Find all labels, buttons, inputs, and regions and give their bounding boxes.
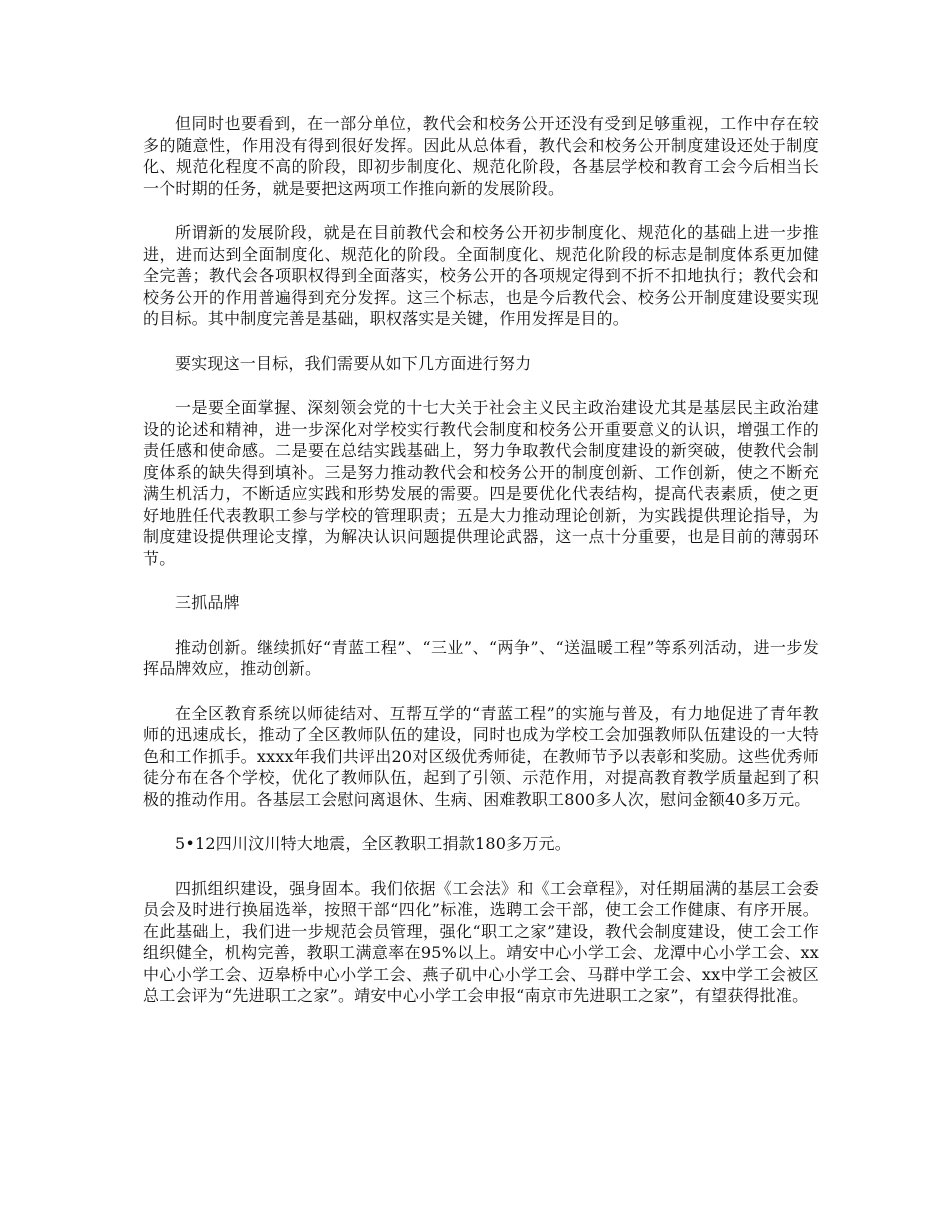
paragraph-2: 所谓新的发展阶段，就是在目前教代会和校务公开初步制度化、规范化的基础上进一步推进，进而达到全面制度化、规范化的阶段。全面制度化、规范化阶段的标志是制度体系更加健全完善；教代会各项职权得到全面落实，校务公开的各项规定得到不折不扣地执行；教代会和校务公开的作用普遍得到充分发挥。这三个标志，也是今后教代会、校务公开制度建设要实现的目标。其中制度完善是基础，职权落实是关键，作用发挥是目的。 (143, 223, 819, 328)
paragraph-1: 但同时也要看到，在一部分单位，教代会和校务公开还没有受到足够重视，工作中存在较多的随意性，作用没有得到很好发挥。因此从总体看，教代会和校务公开制度建设还处于制度化、规范化程度不高的阶段，即初步制度化、规范化阶段，各基层学校和教育工会今后相当长一个时期的任务，就是要把这两项工作推向新的发展阶段。 (143, 114, 819, 198)
document-body (143, 113, 819, 1030)
paragraph-6: 推动创新。继续抓好“青蓝工程”、“三业”、“两争”、“送温暖工程”等系列活动，进一步发挥品牌效应，推动创新。 (143, 637, 819, 678)
section-heading-brand: 三抓品牌 (175, 593, 240, 612)
paragraph-4: 一是要全面掌握、深刻领会党的十七大关于社会主义民主政治建设尤其是基层民主政治建设的论述和精神，进一步深化对学校实行教代会制度和校务公开重要意义的认识，增强工作的责任感和使命感。二是要在总结实践基础上，努力争取教代会制度建设的新突破，使教代会制度体系的缺失得到填补。三是努力推动教代会和校务公开的制度创新、工作创新，使之不断充满生机活力，不断适应实践和形势发展的需要。四是要优化代表结构，提高代表素质，使之更好地胜任代表教职工参与学校的管理职责；五是大力推动理论创新，为实践提供理论指导，为制度建设提供理论支撑，为解决认识问题提供理论武器，这一点十分重要，也是目前的薄弱环节。 (143, 398, 819, 568)
paragraph-9: 四抓组织建设，强身固本。我们依据《工会法》和《工会章程》，对任期届满的基层工会委员会及时进行换届选举，按照干部“四化”标准，选聘工会干部，使工会工作健康、有序开展。在此基础上，我们进一步规范会员管理，强化“职工之家”建设，教代会制度建设，使工会工作组织健全，机构完善，教职工满意率在95%以上。靖安中心小学工会、龙潭中心小学工会、xx中心小学工会、迈皋桥中心小学工会、燕子矶中心小学工会、马群中学工会、xx中学工会被区总工会评为“先进职工之家”。靖安中心小学工会申报“南京市先进职工之家”，有望获得批准。 (143, 878, 819, 1005)
paragraph-3: 要实现这一目标，我们需要从如下几方面进行努力 (175, 353, 532, 373)
paragraph-8: 5•12四川汶川特大地震，全区教职工捐款180多万元。 (175, 834, 571, 853)
paragraph-7: 在全区教育系统以师徒结对、互帮互学的“青蓝工程”的实施与普及，有力地促进了青年教师的迅速成长，推动了全区教师队伍的建设，同时也成为学校工会加强教师队伍建设的一大特色和工作抓手。xxxx年我们共评出20对区级优秀师徒，在教师节予以表彰和奖励。这些优秀师徒分布在各个学校，优化了教师队伍，起到了引领、示范作用，对提高教育教学质量起到了积极的推动作用。各基层工会慰问离退休、生病、困难教职工800多人次，慰问金额40多万元。 (143, 703, 819, 809)
